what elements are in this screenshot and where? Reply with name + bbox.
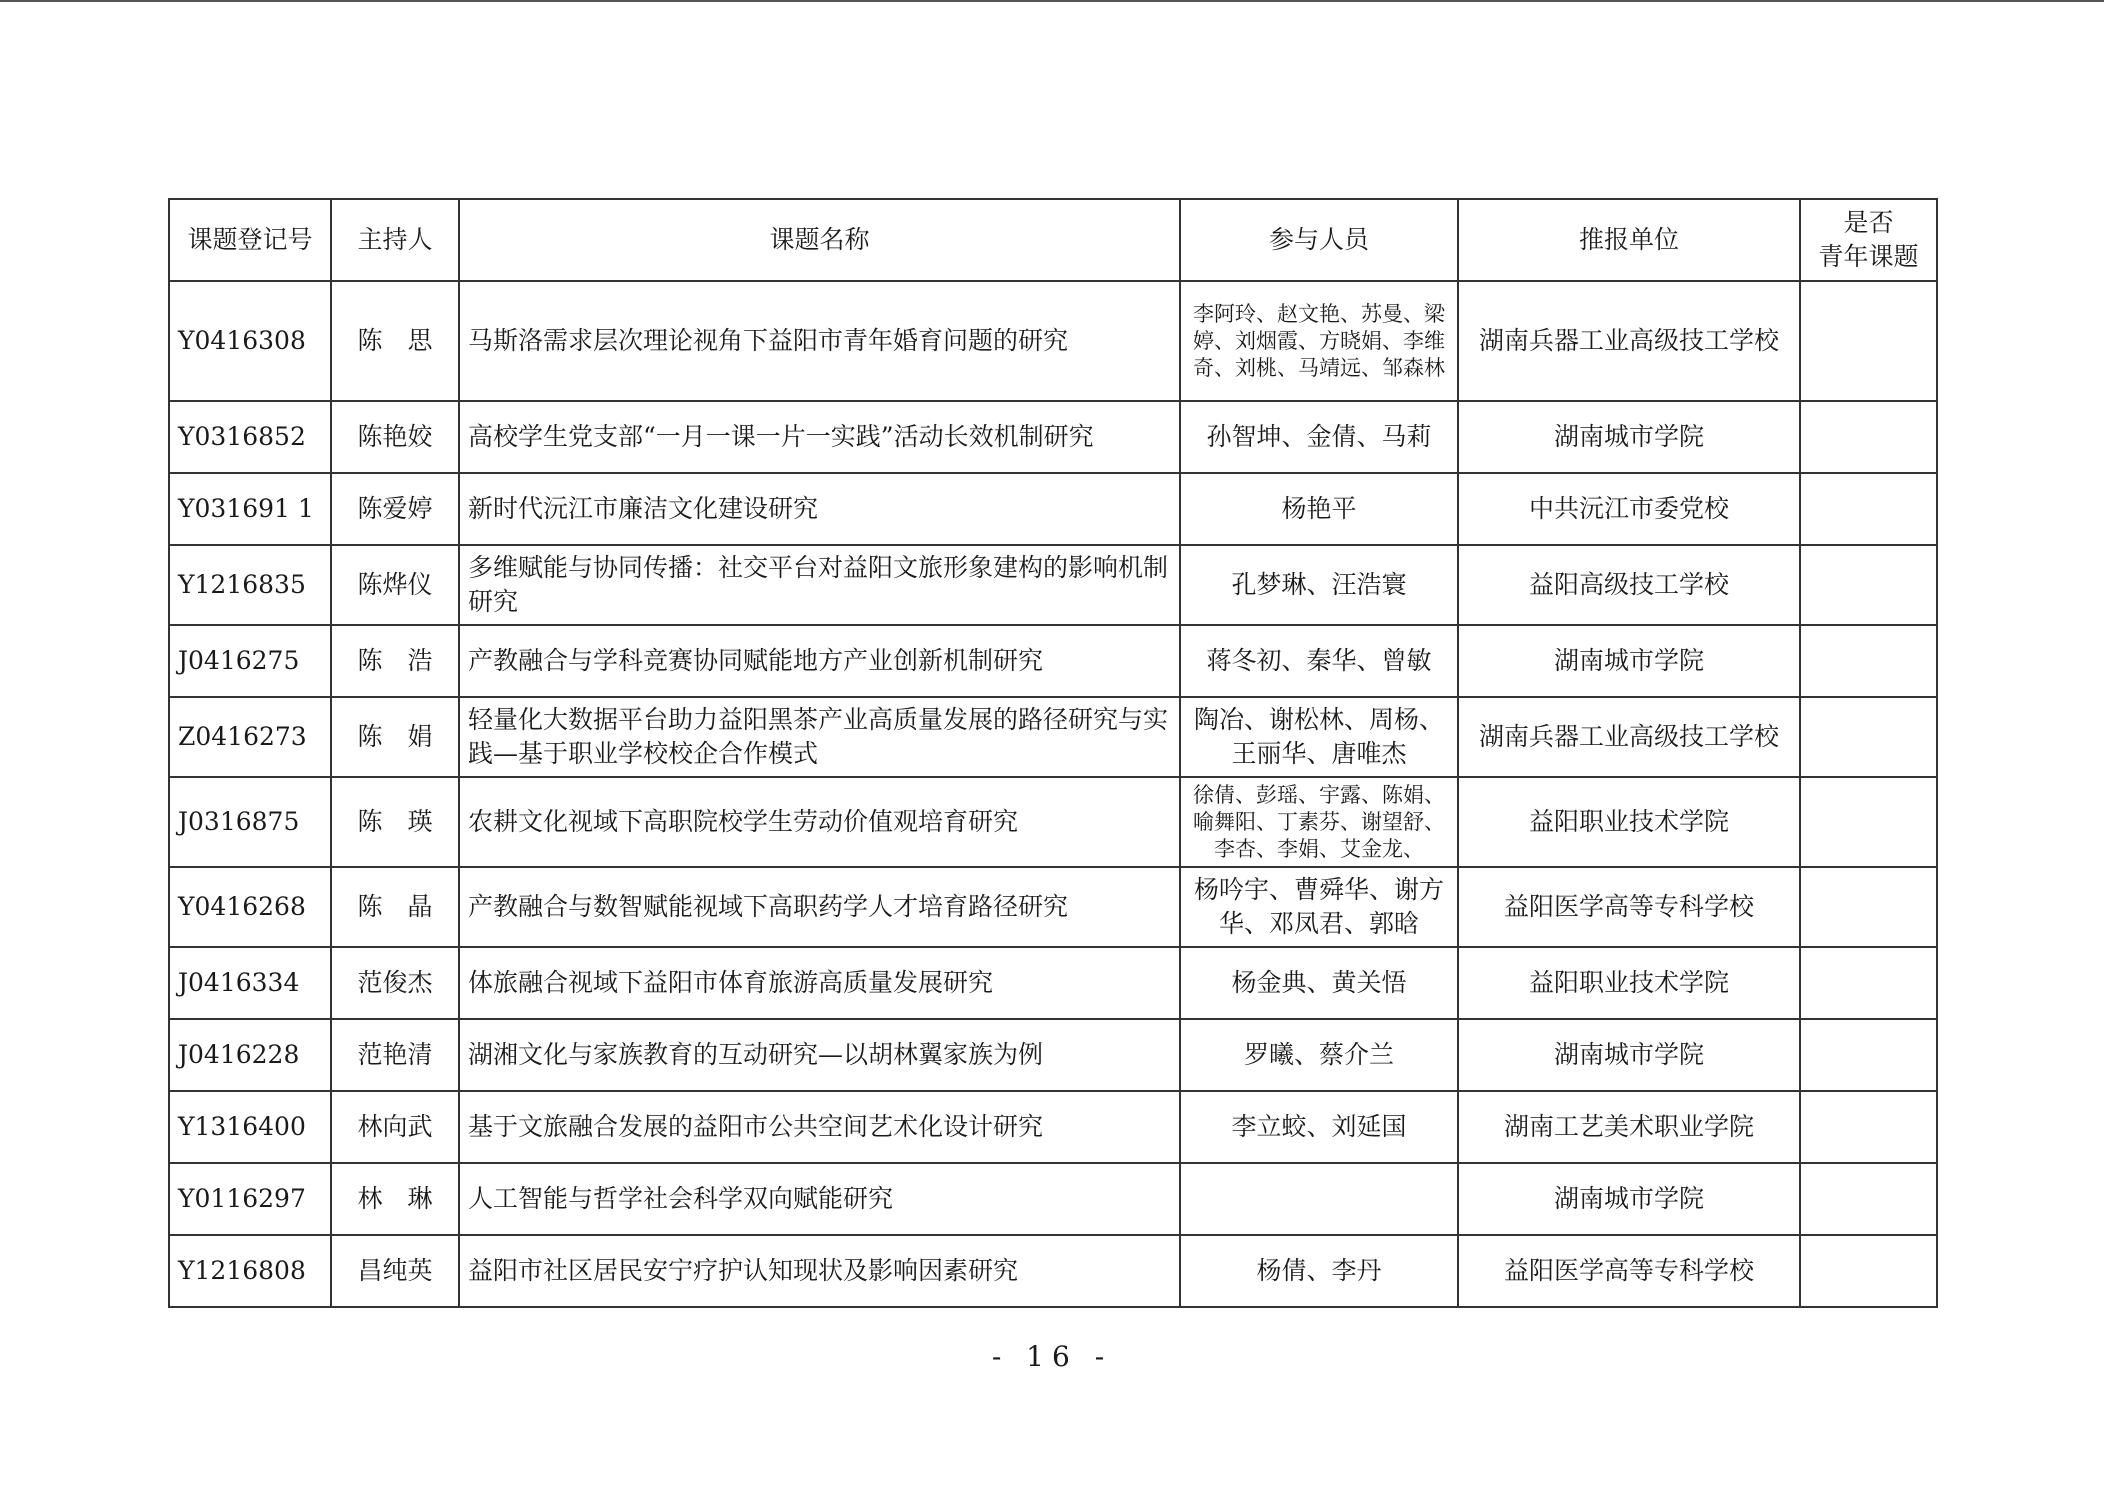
cell-project-title: 基于文旅融合发展的益阳市公共空间艺术化设计研究 xyxy=(459,1091,1180,1163)
table-row xyxy=(169,777,1937,867)
header-recommending-unit: 推报单位 xyxy=(1458,199,1800,281)
cell-youth-project xyxy=(1800,625,1937,697)
cell-youth-project xyxy=(1800,281,1937,401)
table-row xyxy=(169,473,1937,545)
table-row xyxy=(169,401,1937,473)
table-row xyxy=(169,281,1937,401)
cell-members: 蒋冬初、秦华、曾敏 xyxy=(1180,625,1458,697)
cell-recommending-unit: 益阳医学高等专科学校 xyxy=(1458,1235,1800,1307)
cell-project-id: Y031691 1 xyxy=(169,473,331,545)
header-youth-line2: 青年课题 xyxy=(1818,242,1919,271)
cell-members: 陶冶、谢松林、周杨、王丽华、唐唯杰 xyxy=(1180,697,1458,777)
cell-host: 陈 瑛 xyxy=(331,777,459,867)
cell-project-title: 人工智能与哲学社会科学双向赋能研究 xyxy=(459,1163,1180,1235)
cell-recommending-unit: 湖南兵器工业高级技工学校 xyxy=(1458,697,1800,777)
cell-members: 孙智坤、金倩、马莉 xyxy=(1180,401,1458,473)
cell-recommending-unit: 湖南城市学院 xyxy=(1458,1163,1800,1235)
cell-host: 陈爱婷 xyxy=(331,473,459,545)
header-project-id: 课题登记号 xyxy=(169,199,331,281)
cell-project-title: 轻量化大数据平台助力益阳黑茶产业高质量发展的路径研究与实践—基于职业学校校企合作模式 xyxy=(459,697,1180,777)
cell-project-id: Y1316400 xyxy=(169,1091,331,1163)
cell-host: 陈 浩 xyxy=(331,625,459,697)
cell-members xyxy=(1180,1163,1458,1235)
cell-recommending-unit: 益阳职业技术学院 xyxy=(1458,777,1800,867)
cell-host: 陈 思 xyxy=(331,281,459,401)
header-youth-project xyxy=(1800,199,1937,281)
page-top-rule xyxy=(0,0,2104,2)
cell-host: 昌纯英 xyxy=(331,1235,459,1307)
cell-host: 范俊杰 xyxy=(331,947,459,1019)
header-youth-line1: 是否 xyxy=(1843,208,1894,237)
cell-youth-project xyxy=(1800,473,1937,545)
cell-host: 陈艳姣 xyxy=(331,401,459,473)
cell-youth-project xyxy=(1800,697,1937,777)
cell-project-title: 高校学生党支部“一月一课一片一实践”活动长效机制研究 xyxy=(459,401,1180,473)
cell-project-id: Y1216808 xyxy=(169,1235,331,1307)
table-row xyxy=(169,1019,1937,1091)
page-number: - 16 - xyxy=(991,1340,1113,1373)
cell-project-title: 益阳市社区居民安宁疗护认知现状及影响因素研究 xyxy=(459,1235,1180,1307)
cell-recommending-unit: 湖南城市学院 xyxy=(1458,625,1800,697)
cell-project-title: 体旅融合视域下益阳市体育旅游高质量发展研究 xyxy=(459,947,1180,1019)
cell-project-id: Y1216835 xyxy=(169,545,331,625)
cell-project-title: 产教融合与数智赋能视域下高职药学人才培育路径研究 xyxy=(459,867,1180,947)
cell-project-title: 马斯洛需求层次理论视角下益阳市青年婚育问题的研究 xyxy=(459,281,1180,401)
cell-project-id: J0416334 xyxy=(169,947,331,1019)
cell-recommending-unit: 益阳职业技术学院 xyxy=(1458,947,1800,1019)
cell-project-title: 湖湘文化与家族教育的互动研究—以胡林翼家族为例 xyxy=(459,1019,1180,1091)
cell-members: 罗曦、蔡介兰 xyxy=(1180,1019,1458,1091)
cell-recommending-unit: 湖南城市学院 xyxy=(1458,1019,1800,1091)
cell-members: 杨倩、李丹 xyxy=(1180,1235,1458,1307)
cell-recommending-unit: 湖南兵器工业高级技工学校 xyxy=(1458,281,1800,401)
cell-youth-project xyxy=(1800,1235,1937,1307)
cell-youth-project xyxy=(1800,947,1937,1019)
cell-youth-project xyxy=(1800,1019,1937,1091)
cell-project-id: Y0116297 xyxy=(169,1163,331,1235)
cell-members: 杨吟宇、曹舜华、谢方华、邓凤君、郭晗 xyxy=(1180,867,1458,947)
cell-host: 陈烨仪 xyxy=(331,545,459,625)
cell-members: 杨艳平 xyxy=(1180,473,1458,545)
table-row xyxy=(169,1235,1937,1307)
cell-members: 徐倩、彭瑶、宇露、陈娟、喻舞阳、丁素芬、谢望舒、李杏、李娟、艾金龙、 xyxy=(1180,777,1458,867)
header-host: 主持人 xyxy=(331,199,459,281)
table-row xyxy=(169,1091,1937,1163)
table-row xyxy=(169,625,1937,697)
cell-project-id: Z0416273 xyxy=(169,697,331,777)
cell-project-id: J0416275 xyxy=(169,625,331,697)
cell-recommending-unit: 中共沅江市委党校 xyxy=(1458,473,1800,545)
cell-youth-project xyxy=(1800,777,1937,867)
cell-project-title: 多维赋能与协同传播：社交平台对益阳文旅形象建构的影响机制研究 xyxy=(459,545,1180,625)
cell-host: 范艳清 xyxy=(331,1019,459,1091)
header-members: 参与人员 xyxy=(1180,199,1458,281)
table-header-row xyxy=(169,199,1937,281)
cell-project-title: 产教融合与学科竞赛协同赋能地方产业创新机制研究 xyxy=(459,625,1180,697)
cell-project-title: 农耕文化视域下高职院校学生劳动价值观培育研究 xyxy=(459,777,1180,867)
table-row xyxy=(169,947,1937,1019)
cell-members: 孔梦琳、汪浩寰 xyxy=(1180,545,1458,625)
cell-youth-project xyxy=(1800,401,1937,473)
cell-members: 李立蛟、刘延国 xyxy=(1180,1091,1458,1163)
cell-project-id: Y0416268 xyxy=(169,867,331,947)
cell-project-id: J0316875 xyxy=(169,777,331,867)
header-project-title: 课题名称 xyxy=(459,199,1180,281)
cell-recommending-unit: 益阳高级技工学校 xyxy=(1458,545,1800,625)
cell-host: 陈 娟 xyxy=(331,697,459,777)
project-registry-table xyxy=(168,198,1938,1308)
cell-host: 陈 晶 xyxy=(331,867,459,947)
cell-host: 林 琳 xyxy=(331,1163,459,1235)
table-row xyxy=(169,1163,1937,1235)
cell-recommending-unit: 益阳医学高等专科学校 xyxy=(1458,867,1800,947)
cell-host: 林向武 xyxy=(331,1091,459,1163)
cell-members: 杨金典、黄关悟 xyxy=(1180,947,1458,1019)
cell-project-id: J0416228 xyxy=(169,1019,331,1091)
cell-members: 李阿玲、赵文艳、苏曼、梁婷、刘烟霞、方晓娟、李维奇、刘桃、马靖远、邹森林 xyxy=(1180,281,1458,401)
cell-youth-project xyxy=(1800,867,1937,947)
cell-project-title: 新时代沅江市廉洁文化建设研究 xyxy=(459,473,1180,545)
cell-youth-project xyxy=(1800,545,1937,625)
cell-project-id: Y0416308 xyxy=(169,281,331,401)
cell-recommending-unit: 湖南城市学院 xyxy=(1458,401,1800,473)
cell-recommending-unit: 湖南工艺美术职业学院 xyxy=(1458,1091,1800,1163)
cell-project-id: Y0316852 xyxy=(169,401,331,473)
table-row xyxy=(169,697,1937,777)
table-row xyxy=(169,545,1937,625)
table-row xyxy=(169,867,1937,947)
cell-youth-project xyxy=(1800,1163,1937,1235)
cell-youth-project xyxy=(1800,1091,1937,1163)
